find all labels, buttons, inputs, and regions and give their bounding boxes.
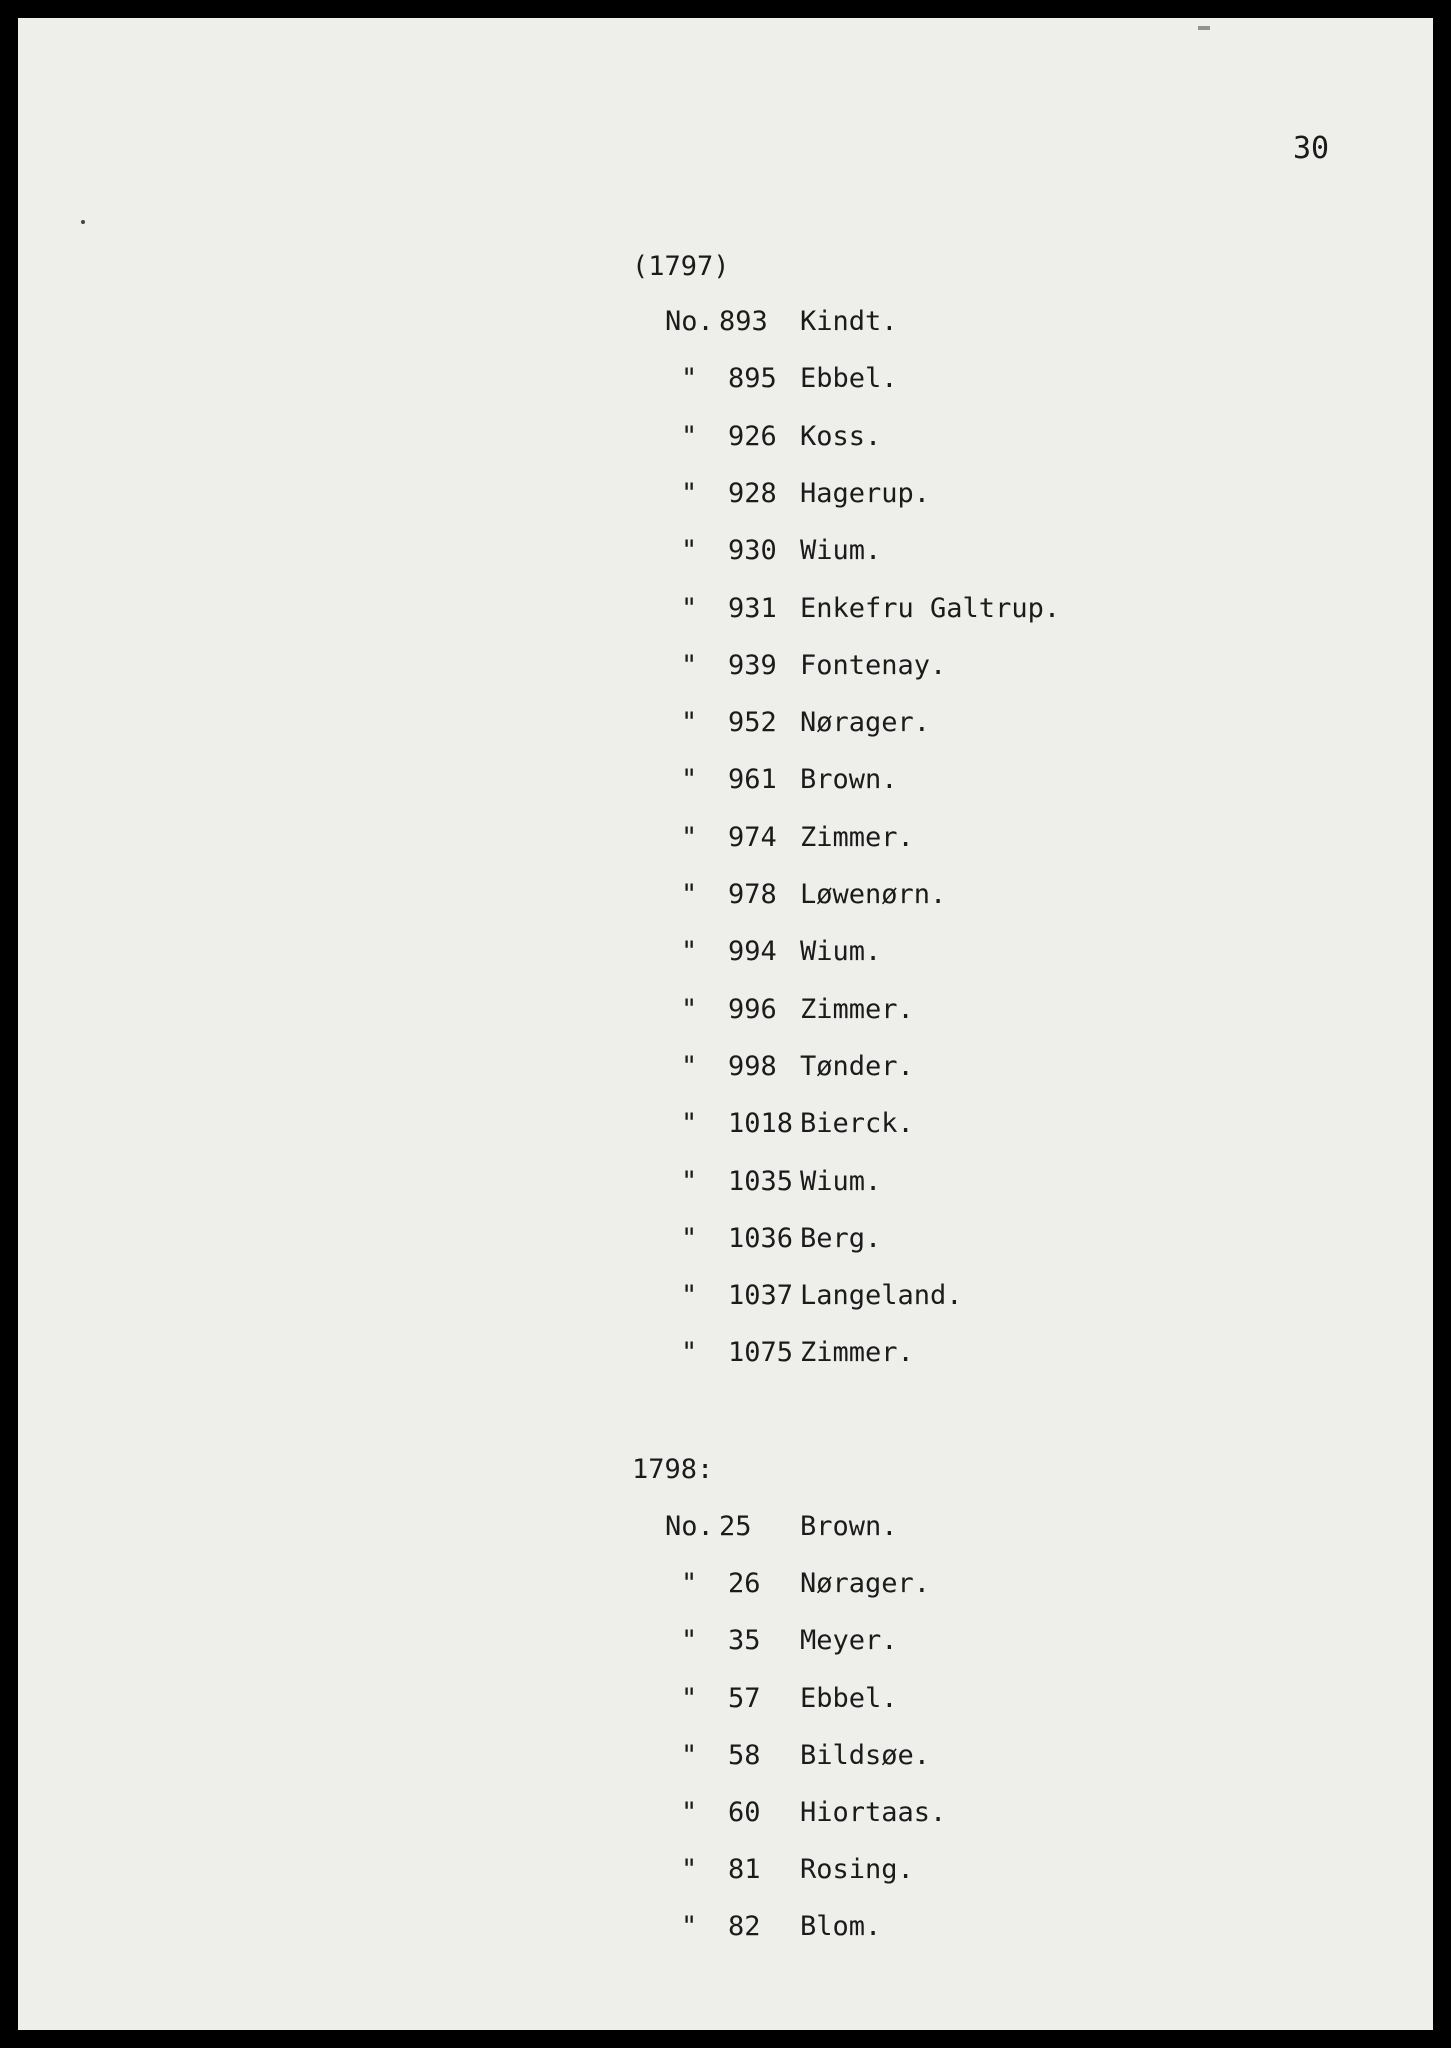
entry-prefix: " bbox=[681, 822, 698, 853]
entry-name: Bierck. bbox=[800, 1108, 914, 1139]
entry-prefix: " bbox=[681, 1166, 698, 1197]
entry-prefix: " bbox=[681, 1683, 698, 1714]
entry-prefix: " bbox=[681, 764, 698, 795]
entry-number: 952 bbox=[728, 707, 777, 738]
entry-name: Fontenay. bbox=[800, 650, 947, 681]
entry-number: 996 bbox=[728, 994, 777, 1025]
entry-prefix: " bbox=[681, 535, 698, 566]
entry-number: 82 bbox=[728, 1911, 761, 1942]
entry-number: 57 bbox=[728, 1683, 761, 1714]
entry-name: Meyer. bbox=[800, 1625, 898, 1656]
entry-number: 1036 bbox=[728, 1223, 794, 1254]
entry-name: Kindt. bbox=[800, 306, 898, 337]
entry-name: Enkefru Galtrup. bbox=[800, 593, 1061, 624]
entry-number: 930 bbox=[728, 535, 777, 566]
entry-number: 931 bbox=[728, 593, 777, 624]
section-heading-1797: (1797) bbox=[632, 251, 730, 282]
entry-number: 81 bbox=[728, 1854, 761, 1885]
page-number: 30 bbox=[1293, 131, 1330, 166]
entry-number: 1035 bbox=[728, 1166, 794, 1197]
entry-name: Koss. bbox=[800, 421, 882, 452]
entry-name: Ebbel. bbox=[800, 1683, 898, 1714]
entry-name: Blom. bbox=[800, 1911, 882, 1942]
entry-name: Nørager. bbox=[800, 707, 931, 738]
entry-number: 895 bbox=[728, 363, 777, 394]
entry-name: Zimmer. bbox=[800, 822, 914, 853]
entry-number: 60 bbox=[728, 1797, 761, 1828]
entry-name: Wium. bbox=[800, 936, 882, 967]
entry-name: Brown. bbox=[800, 764, 898, 795]
entry-name: Rosing. bbox=[800, 1854, 914, 1885]
entry-name: Wium. bbox=[800, 1166, 882, 1197]
entry-prefix: No. bbox=[665, 1511, 714, 1542]
entry-prefix: " bbox=[681, 1740, 698, 1771]
entry-name: Zimmer. bbox=[800, 994, 914, 1025]
entry-number: 35 bbox=[728, 1625, 761, 1656]
entry-number: 978 bbox=[728, 879, 777, 910]
entry-prefix: " bbox=[681, 593, 698, 624]
entry-prefix: " bbox=[681, 1854, 698, 1885]
section-heading-1798: 1798: bbox=[632, 1454, 714, 1485]
entry-prefix: " bbox=[681, 421, 698, 452]
entry-number: 926 bbox=[728, 421, 777, 452]
entry-prefix: " bbox=[681, 707, 698, 738]
entry-prefix: " bbox=[681, 1223, 698, 1254]
entry-number: 1037 bbox=[728, 1280, 794, 1311]
entry-prefix: " bbox=[681, 1051, 698, 1082]
entry-name: Langeland. bbox=[800, 1280, 963, 1311]
entry-name: Tønder. bbox=[800, 1051, 914, 1082]
entry-name: Zimmer. bbox=[800, 1337, 914, 1368]
entry-prefix: " bbox=[681, 1911, 698, 1942]
entry-prefix: " bbox=[681, 650, 698, 681]
entry-name: Brown. bbox=[800, 1511, 898, 1542]
entry-number: 994 bbox=[728, 936, 777, 967]
entry-prefix: " bbox=[681, 1568, 698, 1599]
entry-number: 26 bbox=[728, 1568, 761, 1599]
entry-name: Løwenørn. bbox=[800, 879, 947, 910]
entry-name: Hiortaas. bbox=[800, 1797, 947, 1828]
entry-prefix: " bbox=[681, 363, 698, 394]
entry-name: Wium. bbox=[800, 535, 882, 566]
entry-prefix: " bbox=[681, 1280, 698, 1311]
scan-dot bbox=[81, 220, 85, 224]
entry-number: 1018 bbox=[728, 1108, 794, 1139]
entry-prefix: " bbox=[681, 936, 698, 967]
entry-number: 58 bbox=[728, 1740, 761, 1771]
entry-prefix: " bbox=[681, 1108, 698, 1139]
entry-number: 998 bbox=[728, 1051, 777, 1082]
entry-name: Bildsøe. bbox=[800, 1740, 931, 1771]
entry-prefix: No. bbox=[665, 306, 714, 337]
entry-prefix: " bbox=[681, 1337, 698, 1368]
entry-prefix: " bbox=[681, 1625, 698, 1656]
entry-number: 974 bbox=[728, 822, 777, 853]
entry-prefix: " bbox=[681, 478, 698, 509]
entry-number: 893 bbox=[719, 306, 768, 337]
entry-number: 25 bbox=[719, 1511, 752, 1542]
entry-number: 1075 bbox=[728, 1337, 794, 1368]
entry-prefix: " bbox=[681, 994, 698, 1025]
entry-prefix: " bbox=[681, 879, 698, 910]
entry-name: Berg. bbox=[800, 1223, 882, 1254]
document-page bbox=[18, 18, 1433, 2030]
entry-name: Hagerup. bbox=[800, 478, 931, 509]
entry-name: Ebbel. bbox=[800, 363, 898, 394]
entry-name: Nørager. bbox=[800, 1568, 931, 1599]
entry-number: 939 bbox=[728, 650, 777, 681]
entry-prefix: " bbox=[681, 1797, 698, 1828]
entry-number: 928 bbox=[728, 478, 777, 509]
entry-number: 961 bbox=[728, 764, 777, 795]
scan-mark bbox=[1198, 26, 1210, 30]
